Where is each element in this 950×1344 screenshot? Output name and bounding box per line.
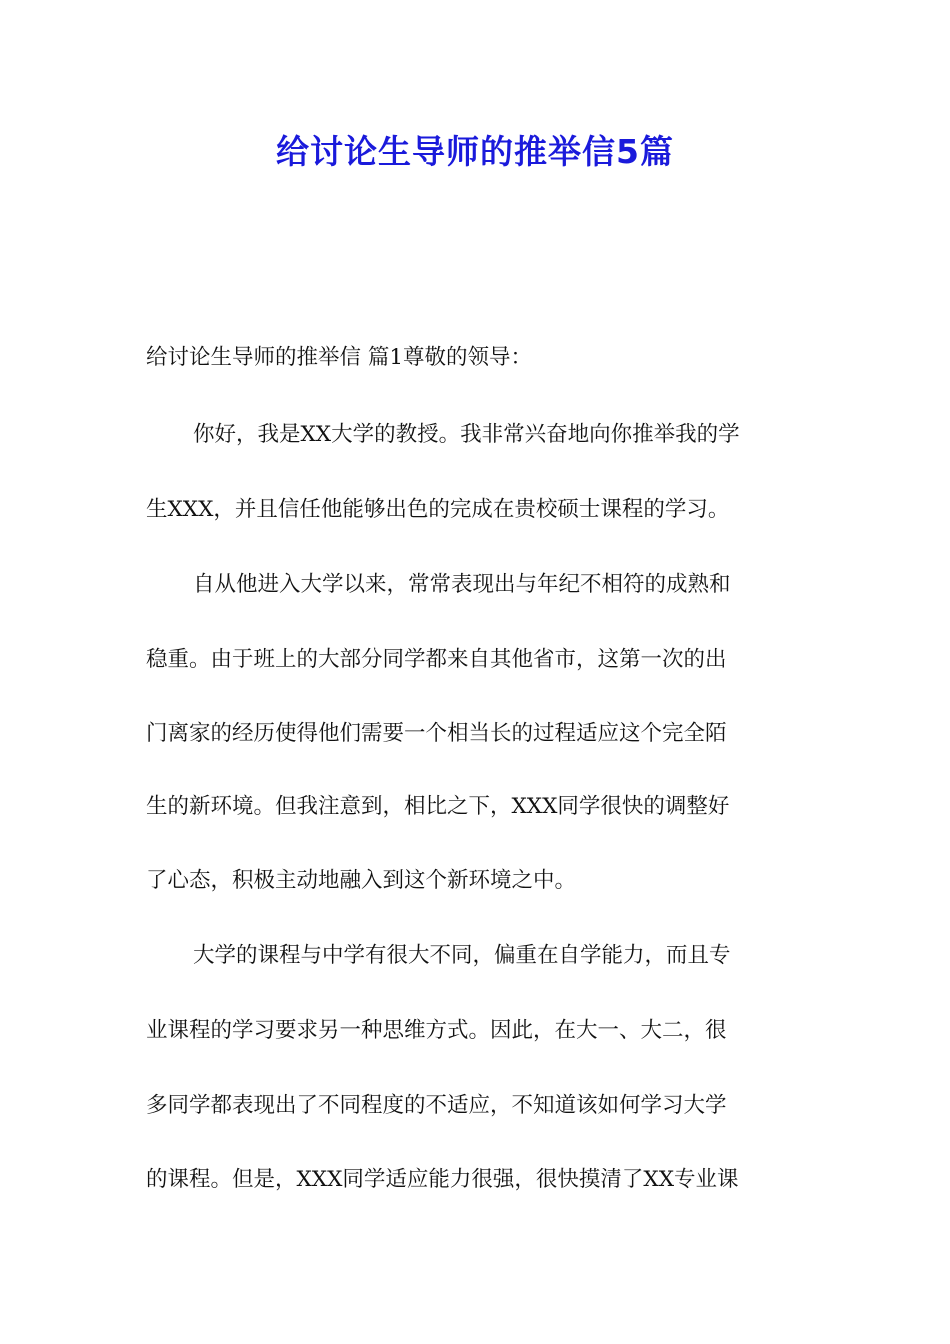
text-line: 生的新环境。但我注意到，相比之下，XXX同学很快的调整好 [146, 794, 730, 819]
text-line: 多同学都表现出了不同程度的不适应，不知道该如何学习大学 [146, 1093, 727, 1118]
text-line: 你好，我是XX大学的教授。我非常兴奋地向你推举我的学 [193, 422, 740, 447]
text-line: 生XXX，并且信任他能够出色的完成在贵校硕士课程的学习。 [146, 497, 730, 522]
document-title: 给讨论生导师的推举信5篇 [276, 132, 674, 171]
text-line: 门离家的经历使得他们需要一个相当长的过程适应这个完全陌 [146, 721, 727, 746]
text-line: 了心态，积极主动地融入到这个新环境之中。 [146, 868, 577, 893]
text-line: 自从他进入大学以来，常常表现出与年纪不相符的成熟和 [193, 572, 731, 597]
heading-line: 给讨论生导师的推举信 篇1尊敬的领导： [146, 345, 533, 370]
text-line: 的课程。但是，XXX同学适应能力很强，很快摸清了XX专业课 [146, 1167, 739, 1192]
text-line: 稳重。由于班上的大部分同学都来自其他省市，这第一次的出 [146, 647, 727, 672]
text-line: 业课程的学习要求另一种思维方式。因此，在大一、大二，很 [146, 1018, 727, 1043]
text-line: 大学的课程与中学有很大不同，偏重在自学能力，而且专 [193, 943, 731, 968]
